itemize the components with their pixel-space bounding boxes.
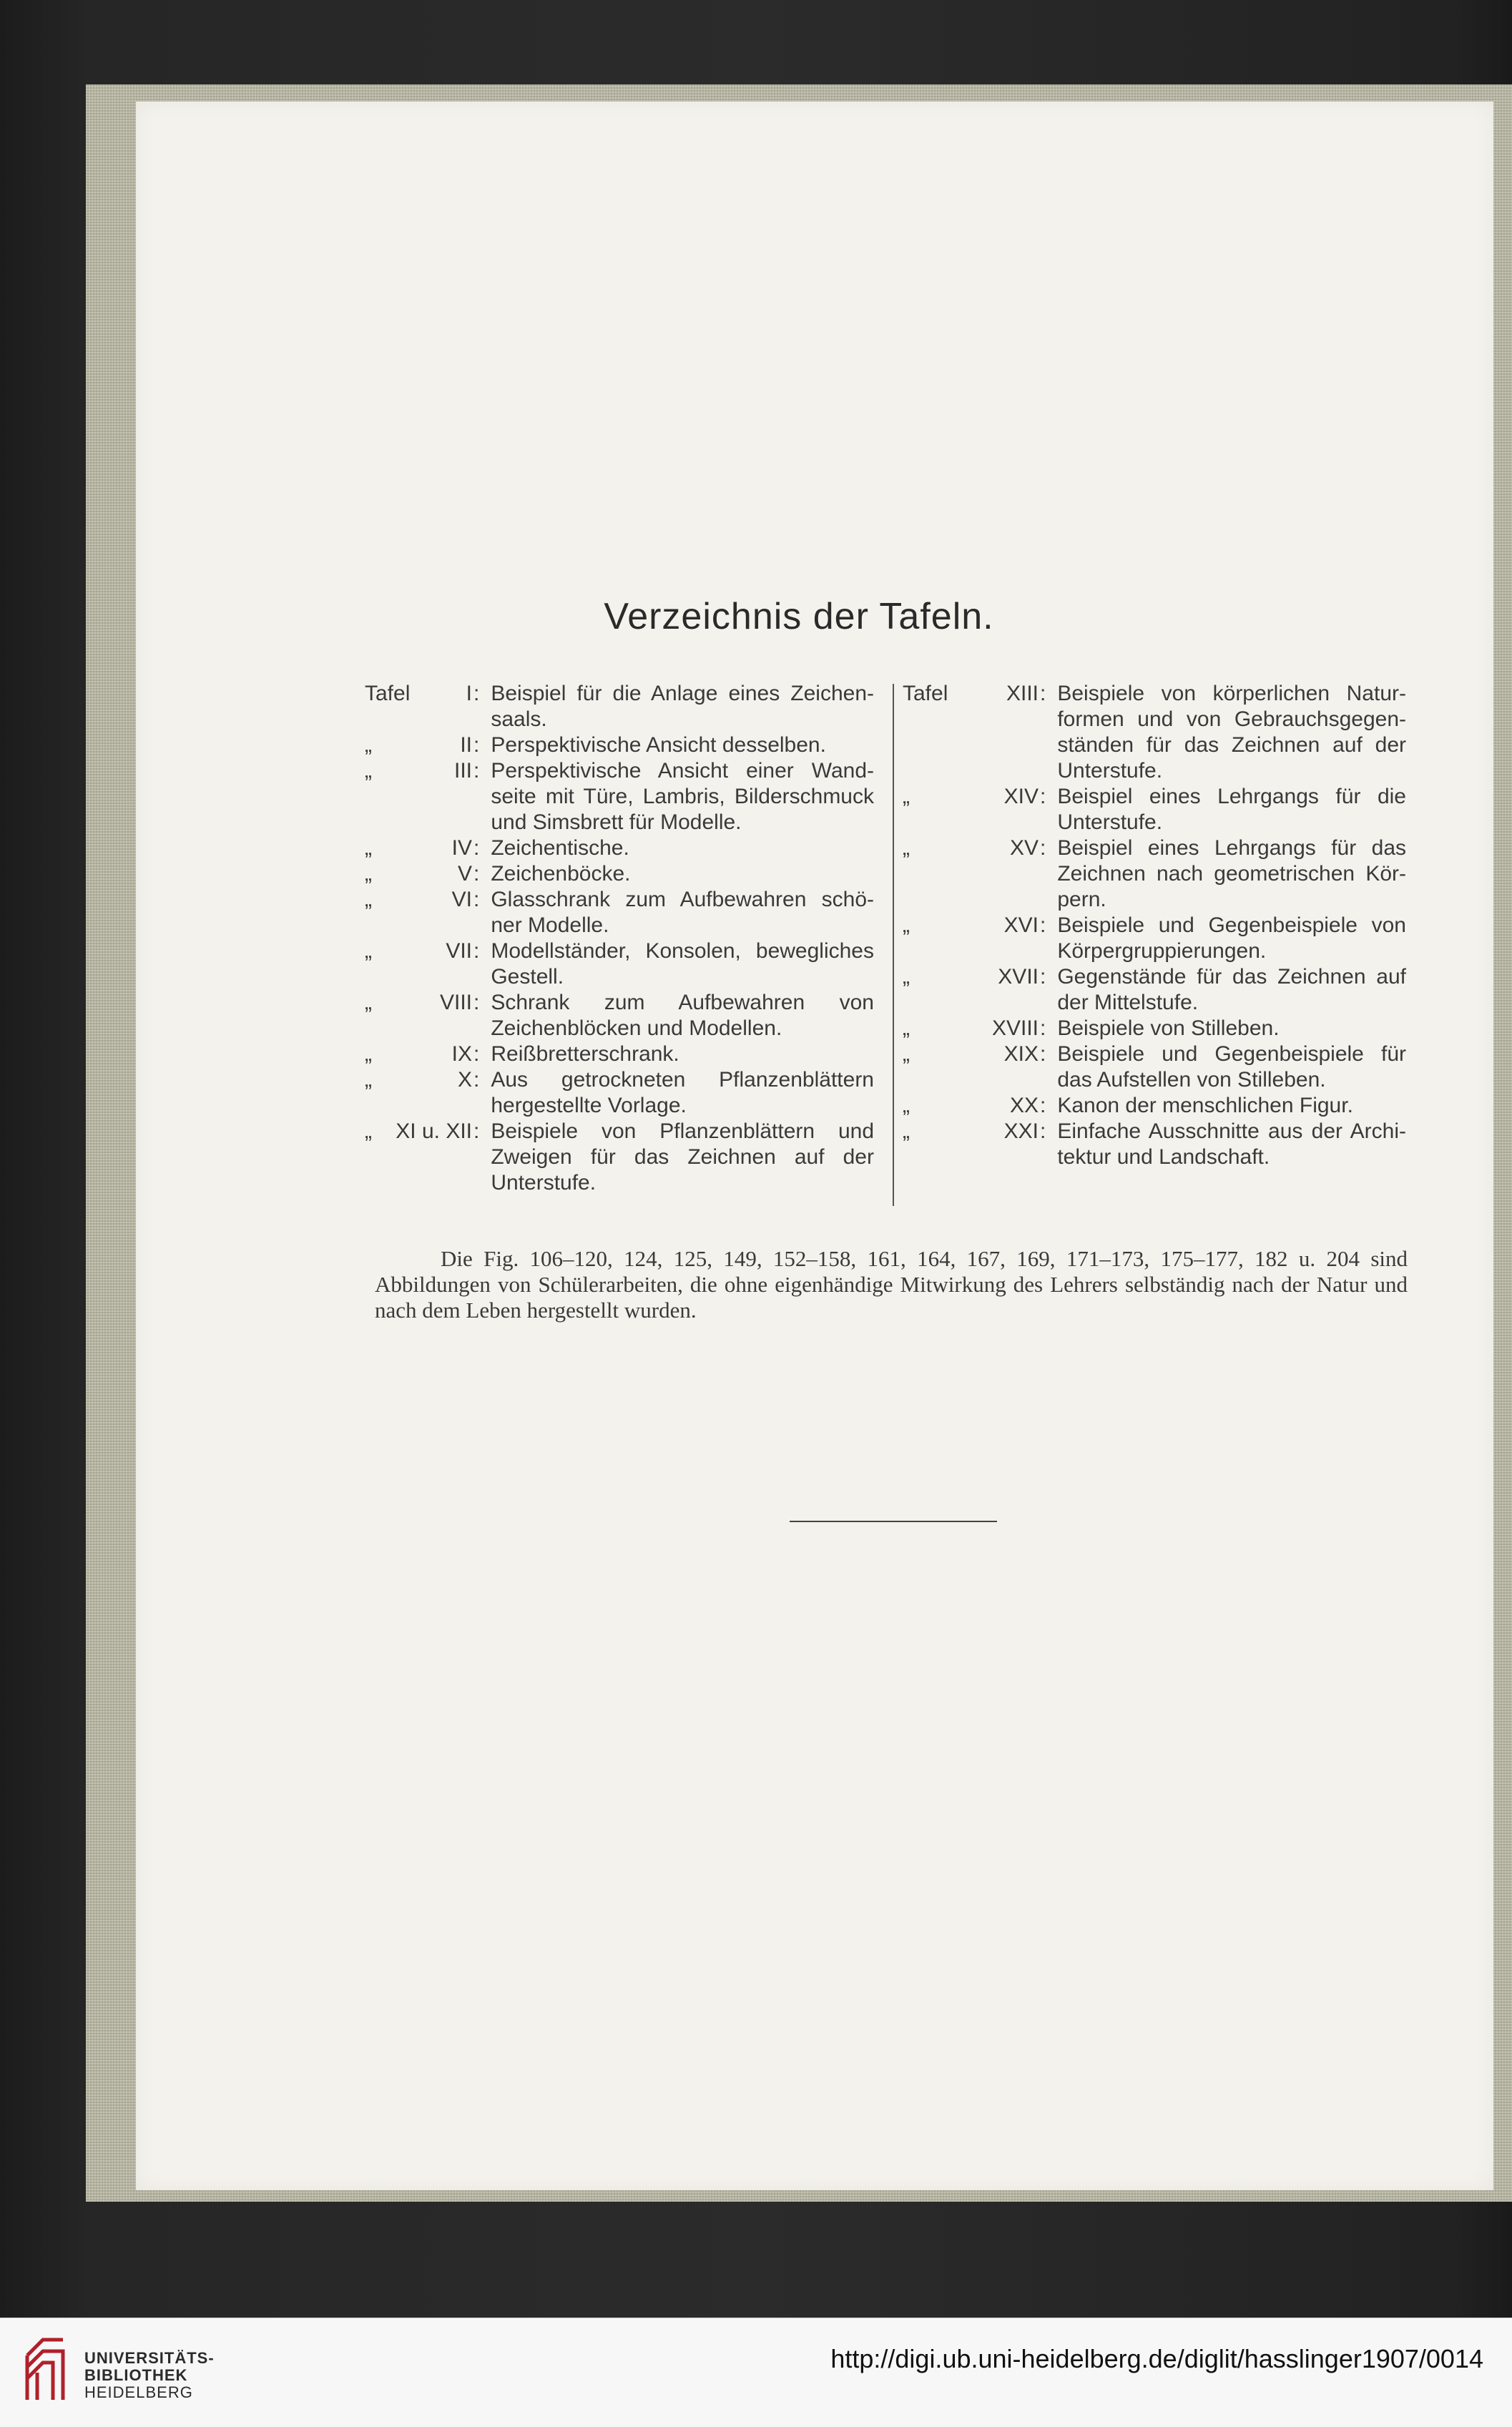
plate-entry: [903, 1119, 1406, 1170]
plate-label: [365, 732, 472, 758]
plate-entry: [903, 1016, 1406, 1041]
plate-prefix: „: [903, 965, 910, 989]
plate-description: Beispiel eines Lehrgangs für die Unterstufe.: [1057, 785, 1406, 834]
plate-label: [365, 990, 472, 1016]
plate-label: [903, 964, 1039, 990]
library-name: UNIVERSITÄTS- BIBLIOTHEK HEIDELBERG: [84, 2349, 215, 2401]
label-separator: :: [1040, 1119, 1046, 1143]
plate-prefix: Tafel: [365, 682, 411, 705]
library-footer: [0, 2318, 1512, 2427]
plate-prefix: „: [903, 913, 910, 937]
plate-entry: [903, 681, 1406, 784]
plate-entry: [365, 758, 874, 835]
plate-entry: [903, 1041, 1406, 1093]
closing-rule: [790, 1521, 997, 1522]
label-separator: :: [1040, 965, 1046, 989]
plate-number: XI u. XII: [396, 1119, 472, 1143]
plate-entry: [365, 938, 874, 990]
plate-entry: [903, 1093, 1406, 1119]
plate-label: [903, 913, 1039, 938]
plate-number: XXI: [1003, 1119, 1039, 1143]
plate-prefix: „: [365, 888, 372, 911]
plate-number: IX: [451, 1042, 472, 1066]
plate-prefix: „: [365, 1119, 372, 1143]
plate-entry: [365, 861, 874, 887]
plate-number: XIV: [1003, 785, 1039, 808]
plate-entry: [365, 1119, 874, 1196]
plate-number: VIII: [439, 991, 472, 1014]
library-logo-icon: [21, 2334, 69, 2406]
plate-number: XVI: [1003, 913, 1039, 937]
plate-label: [365, 835, 472, 861]
plate-prefix: „: [903, 836, 910, 860]
source-url-link[interactable]: http://digi.ub.uni-heidelberg.de/diglit/hasslinger1907/0014: [830, 2344, 1483, 2373]
plate-entry: [365, 1041, 874, 1067]
plate-description: Einfache Ausschnitte aus der Archi-tektur und Landschaft.: [1057, 1119, 1406, 1169]
plate-number: VII: [446, 939, 472, 963]
plate-description: Reißbretterschrank.: [491, 1042, 679, 1066]
plate-entry: [365, 732, 874, 758]
plate-description: Schrank zum Aufbewahren von Zeichenblöcken und Modellen.: [491, 991, 874, 1040]
plate-prefix: „: [903, 785, 910, 808]
plate-prefix: „: [903, 1094, 910, 1117]
label-separator: :: [473, 991, 480, 1014]
label-separator: :: [1040, 682, 1046, 705]
plate-prefix: „: [903, 1016, 910, 1040]
plate-number: XIII: [1006, 682, 1039, 705]
column-divider: [893, 684, 894, 1206]
plate-label: [903, 784, 1039, 810]
plate-prefix: Tafel: [903, 682, 948, 705]
plate-number: VI: [451, 888, 472, 911]
label-separator: :: [473, 888, 480, 911]
plate-label: [365, 1119, 472, 1144]
plate-entry: [365, 990, 874, 1041]
plate-label: [903, 1119, 1039, 1144]
plate-prefix: „: [365, 1068, 372, 1092]
plate-label: [365, 938, 472, 964]
plate-entry: [903, 913, 1406, 964]
page-title: Verzeichnis der Tafeln.: [604, 596, 994, 637]
plate-description: Beispiel eines Lehrgangs für das Zeichnen nach geometrischen Kör-pern.: [1057, 836, 1406, 911]
plate-entry: [903, 964, 1406, 1016]
label-separator: :: [1040, 785, 1046, 808]
label-separator: :: [1040, 1042, 1046, 1066]
plate-label: [365, 681, 472, 707]
plate-prefix: „: [903, 1119, 910, 1143]
plate-label: [903, 1041, 1039, 1067]
plate-prefix: „: [365, 939, 372, 963]
plate-description: Glasschrank zum Aufbewahren schö-ner Modelle.: [491, 888, 874, 937]
plate-label: [903, 681, 1039, 707]
plate-entry: [365, 681, 874, 732]
label-separator: :: [473, 1042, 480, 1066]
plate-number: XVII: [998, 965, 1039, 989]
plate-prefix: „: [903, 1042, 910, 1066]
plate-label: [903, 1093, 1039, 1119]
plate-number: V: [457, 862, 472, 886]
plate-description: Beispiel für die Anlage eines Zeichen-saals.: [491, 682, 874, 731]
plate-number: XVIII: [991, 1016, 1039, 1040]
plate-label: [365, 1041, 472, 1067]
figure-note: Die Fig. 106–120, 124, 125, 149, 152–158, 161, 164, 167, 169, 171–173, 175–177, 182 u. 204 sind Abbildungen von Schülerarbeiten, die ohne eigenhändige Mitwirkung des Lehrers selbständig nach der Natur und nach dem Leben hergestellt wurden.: [375, 1246, 1408, 1323]
label-separator: :: [473, 939, 480, 963]
plate-prefix: „: [365, 733, 372, 757]
plate-description: Beispiele von Pflanzenblättern und Zweigen für das Zeichnen auf der Unterstufe.: [491, 1119, 874, 1195]
plate-label: [903, 835, 1039, 861]
plate-entry: [365, 887, 874, 938]
label-separator: :: [473, 759, 480, 783]
plate-description: Beispiele und Gegenbeispiele für das Aufstellen von Stilleben.: [1057, 1042, 1406, 1092]
plate-label: [365, 887, 472, 913]
plate-label: [903, 1016, 1039, 1041]
label-separator: :: [1040, 913, 1046, 937]
plate-label: [365, 1067, 472, 1093]
plate-label: [365, 861, 472, 887]
label-separator: :: [473, 733, 480, 757]
label-separator: :: [473, 1068, 480, 1092]
plate-number: III: [453, 759, 472, 783]
plate-description: Zeichenböcke.: [491, 862, 631, 886]
plate-description: Beispiele von Stilleben.: [1057, 1016, 1280, 1040]
label-separator: :: [1040, 1094, 1046, 1117]
plates-list-left: [365, 681, 874, 1196]
plate-description: Beispiele und Gegenbeispiele von Körpergruppierungen.: [1057, 913, 1406, 963]
plate-description: Kanon der menschlichen Figur.: [1057, 1094, 1353, 1117]
plate-prefix: „: [365, 862, 372, 886]
plate-entry: [365, 1067, 874, 1119]
plate-number: XV: [1009, 836, 1039, 860]
plate-description: Perspektivische Ansicht desselben.: [491, 733, 826, 757]
label-separator: :: [1040, 1016, 1046, 1040]
plate-entry: [365, 835, 874, 861]
plate-description: Perspektivische Ansicht einer Wand-seite mit Türe, Lambris, Bilderschmuck und Simsbrett für Modelle.: [491, 759, 874, 834]
plate-number: II: [460, 733, 472, 757]
plate-prefix: „: [365, 836, 372, 860]
plates-list-right: [903, 681, 1406, 1170]
plate-number: I: [466, 682, 472, 705]
plate-description: Gegenstände für das Zeichnen auf der Mittelstufe.: [1057, 965, 1406, 1014]
plate-description: Modellständer, Konsolen, bewegliches Gestell.: [491, 939, 874, 989]
plate-number: XIX: [1003, 1042, 1039, 1066]
label-separator: :: [473, 862, 480, 886]
plate-number: IV: [451, 836, 472, 860]
label-separator: :: [1040, 836, 1046, 860]
plate-description: Aus getrockneten Pflanzenblättern hergestellte Vorlage.: [491, 1068, 874, 1117]
plate-entry: [903, 784, 1406, 835]
plate-label: [365, 758, 472, 784]
label-separator: :: [473, 682, 480, 705]
label-separator: :: [473, 836, 480, 860]
label-separator: :: [473, 1119, 480, 1143]
plate-prefix: „: [365, 991, 372, 1014]
plate-number: X: [457, 1068, 472, 1092]
plate-description: Zeichentische.: [491, 836, 629, 860]
plate-entry: [903, 835, 1406, 913]
plate-prefix: „: [365, 759, 372, 783]
plate-description: Beispiele von körperlichen Natur-formen und von Gebrauchsgegen-ständen für das Zeichnen auf der Unterstufe.: [1057, 682, 1406, 783]
plate-number: XX: [1009, 1094, 1039, 1117]
plate-prefix: „: [365, 1042, 372, 1066]
